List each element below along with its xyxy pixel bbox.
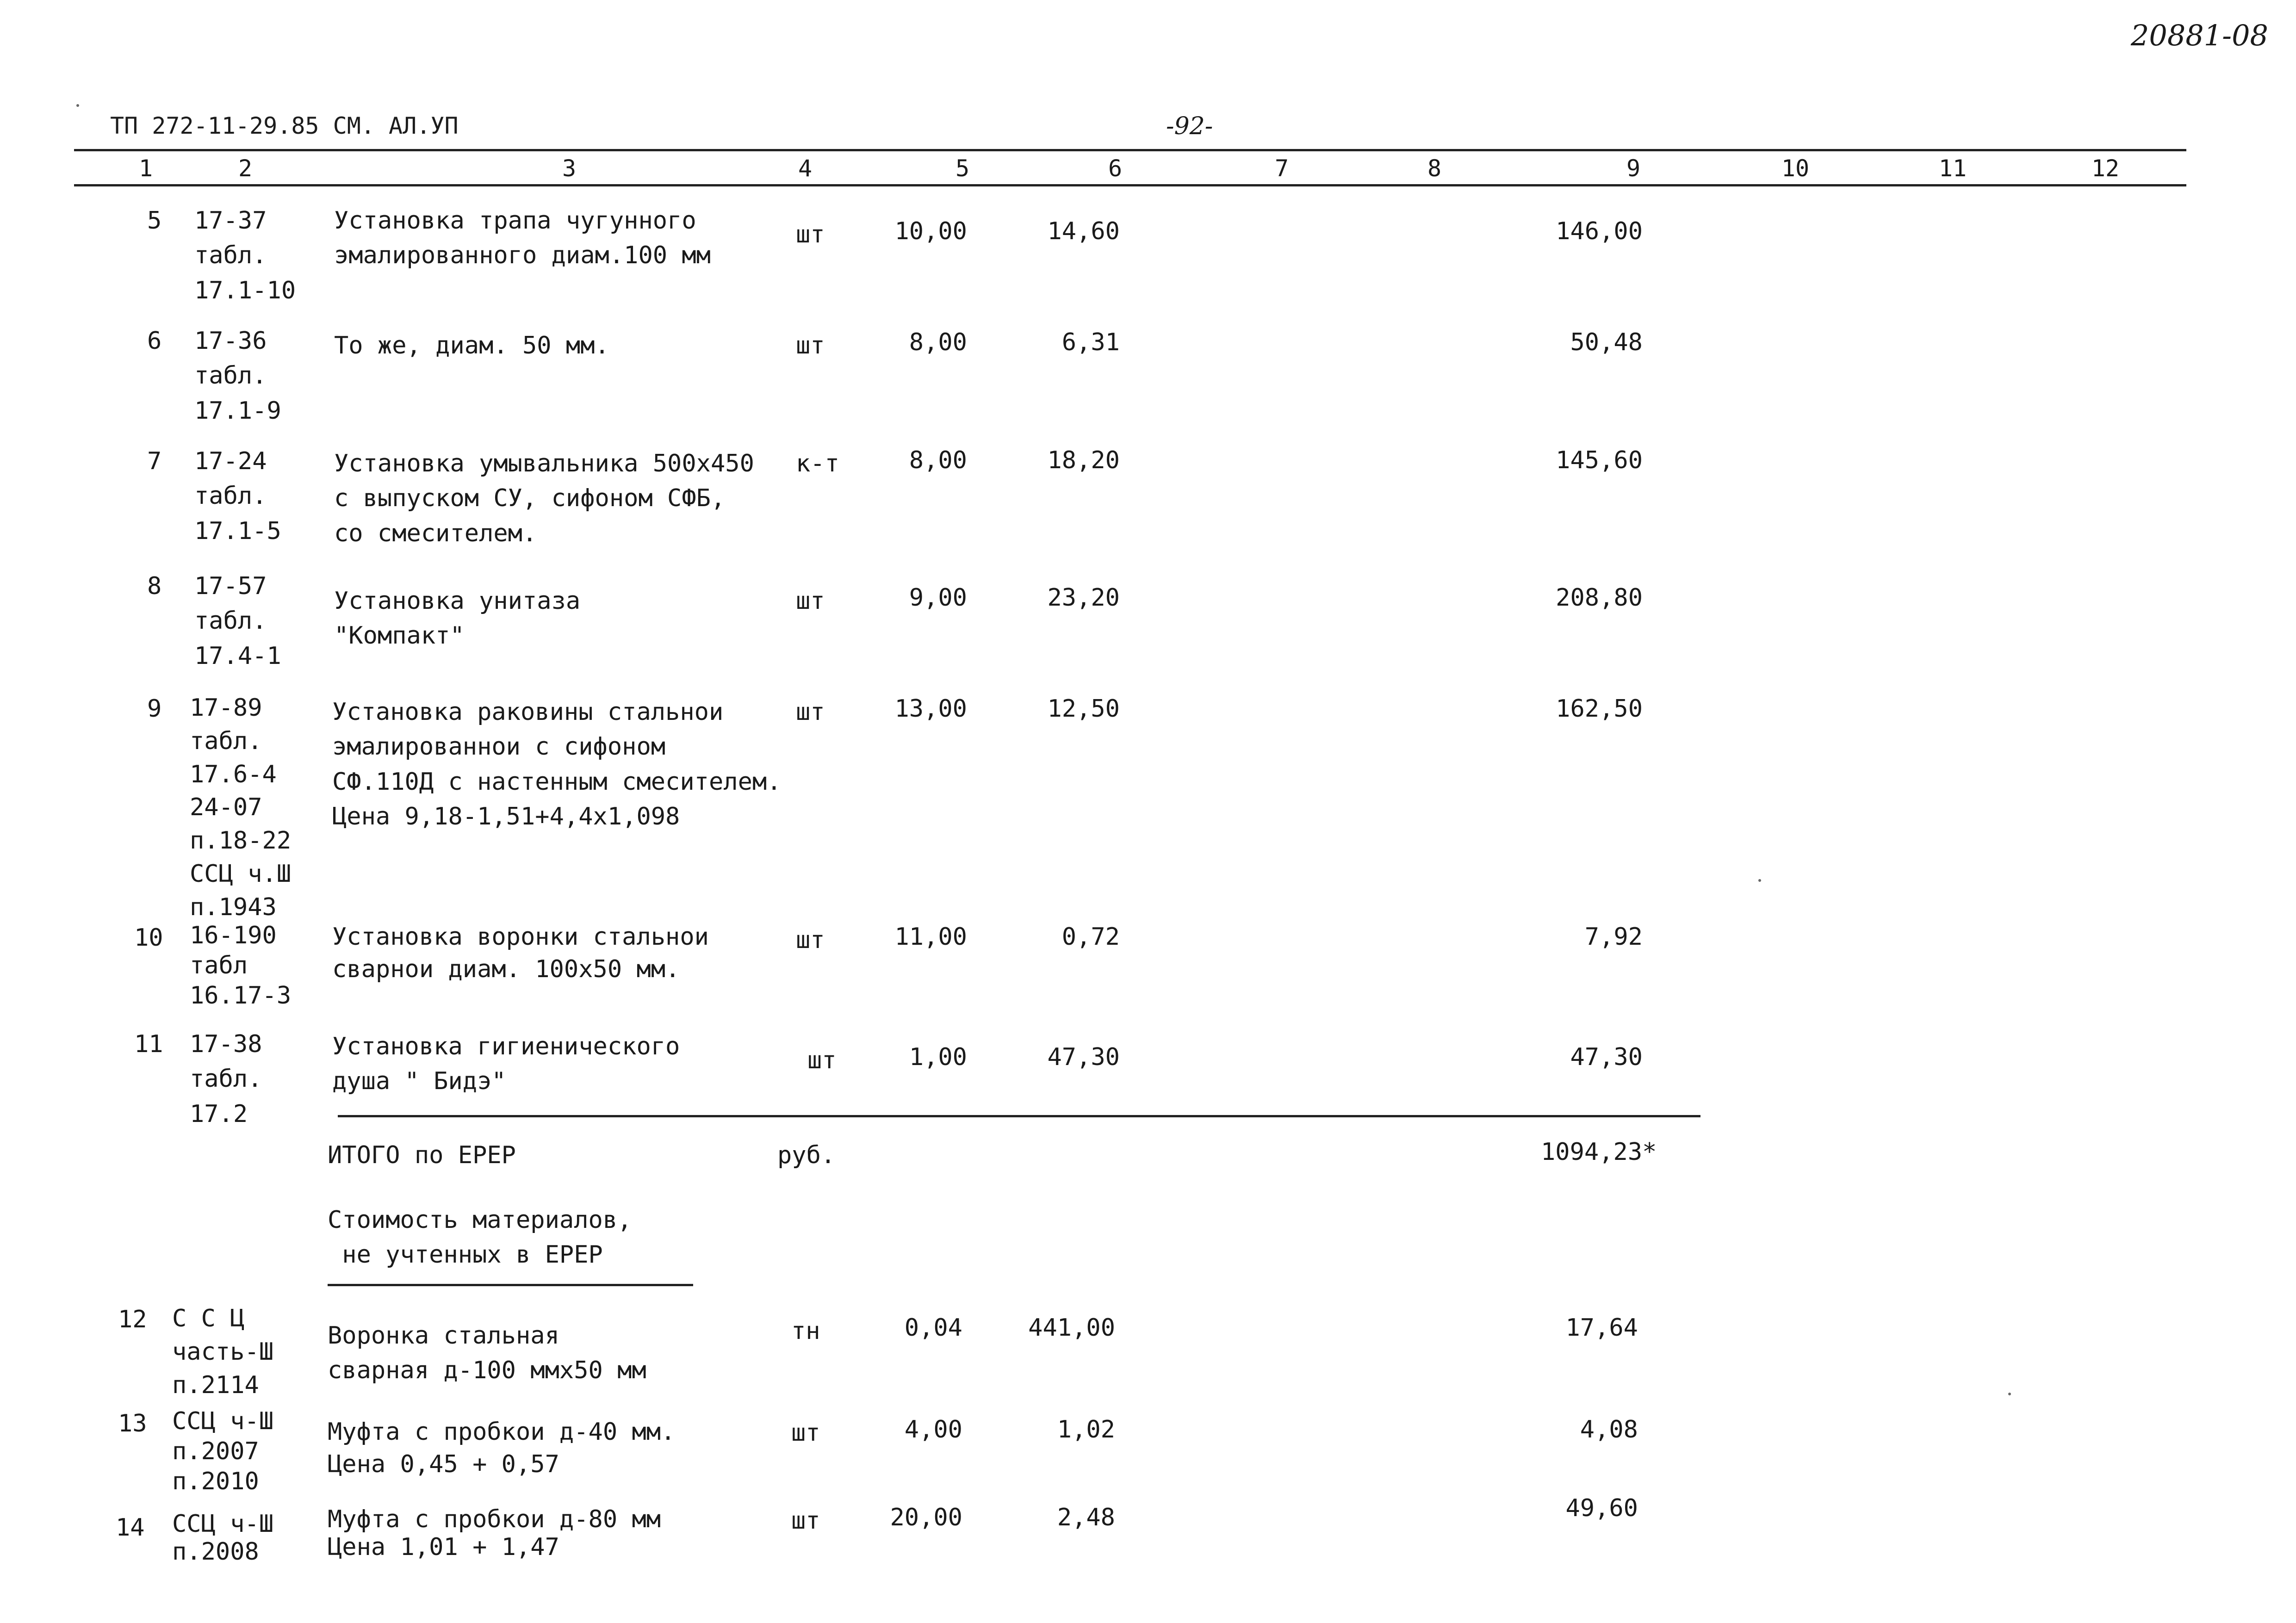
- row-total: 146,00: [1556, 217, 1643, 245]
- row-quantity: 9,00: [909, 584, 967, 612]
- row-number: 6: [147, 327, 162, 355]
- row-unit-price: 47,30: [1047, 1043, 1120, 1071]
- row-unit-price: 12,50: [1047, 695, 1120, 723]
- row-code: 17-57 табл. 17.4-1: [194, 572, 281, 670]
- page-number: -92-: [1166, 112, 1213, 140]
- row-unit: тн: [791, 1317, 820, 1345]
- column-number-5: 5: [955, 155, 970, 182]
- row-unit-price: 2,48: [1057, 1504, 1115, 1531]
- row-total: 17,64: [1565, 1314, 1638, 1342]
- row-code: С С Ц часть-Ш п.2114: [172, 1305, 274, 1399]
- row-quantity: 8,00: [909, 328, 967, 356]
- row-number: 9: [147, 695, 162, 723]
- row-total: 50,48: [1570, 328, 1643, 356]
- row-description: Установка гигиенического душа " Бидэ": [332, 1033, 680, 1096]
- row-code: 17-38 табл. 17.2: [190, 1030, 262, 1128]
- column-number-11: 11: [1938, 155, 1967, 182]
- materials-heading-underline: [328, 1284, 693, 1286]
- row-number: 8: [147, 572, 162, 600]
- row-quantity: 1,00: [909, 1043, 967, 1071]
- row-number: 11: [134, 1030, 163, 1058]
- row-number: 14: [116, 1514, 145, 1542]
- document-header: ТП 272-11-29.85 СМ. АЛ.УП: [110, 112, 459, 139]
- scan-speck: [1758, 879, 1761, 882]
- row-code: ССЦ ч-Ш п.2008: [172, 1510, 274, 1566]
- row-total: 145,60: [1556, 446, 1643, 474]
- column-number-1: 1: [138, 155, 153, 182]
- row-quantity: 11,00: [894, 923, 967, 951]
- sheet-code: 20881-08: [2130, 19, 2268, 52]
- row-quantity: 10,00: [894, 217, 967, 245]
- row-quantity: 13,00: [894, 695, 967, 723]
- row-total: 47,30: [1570, 1043, 1643, 1071]
- row-quantity: 8,00: [909, 446, 967, 474]
- header-top-rule: [74, 149, 2186, 151]
- subtotal-rule: [338, 1115, 1700, 1117]
- scan-speck: [2008, 1393, 2011, 1395]
- column-number-10: 10: [1781, 155, 1810, 182]
- row-unit-price: 441,00: [1028, 1314, 1115, 1342]
- row-unit: к-т: [796, 450, 839, 477]
- row-total: 7,92: [1584, 923, 1643, 951]
- column-number-4: 4: [798, 155, 813, 182]
- column-number-8: 8: [1427, 155, 1442, 182]
- row-description: То же, диам. 50 мм.: [334, 332, 609, 359]
- header-bottom-rule: [74, 184, 2186, 186]
- subtotal-total: 1094,23*: [1541, 1138, 1657, 1166]
- row-total: 208,80: [1556, 584, 1643, 612]
- row-unit-price: 1,02: [1057, 1416, 1115, 1443]
- row-description: Муфта с пробкои д-80 мм Цена 1,01 + 1,47: [328, 1505, 661, 1561]
- row-total: 4,08: [1580, 1416, 1638, 1443]
- row-total: 49,60: [1565, 1494, 1638, 1522]
- row-unit: шт: [807, 1047, 837, 1074]
- column-number-7: 7: [1274, 155, 1289, 182]
- subtotal-unit: руб.: [777, 1141, 836, 1169]
- column-number-6: 6: [1108, 155, 1123, 182]
- row-description: Муфта с пробкои д-40 мм. Цена 0,45 + 0,57: [328, 1418, 676, 1479]
- row-total: 162,50: [1556, 695, 1643, 723]
- row-code: 16-190 табл 16.17-3: [190, 922, 292, 1010]
- row-description: Установка унитаза "Компакт": [334, 587, 581, 650]
- row-code: 17-24 табл. 17.1-5: [194, 447, 281, 545]
- row-unit: шт: [796, 926, 825, 954]
- row-number: 10: [134, 924, 163, 952]
- row-quantity: 20,00: [890, 1504, 962, 1531]
- row-unit: шт: [796, 698, 825, 726]
- row-unit-price: 0,72: [1061, 923, 1120, 951]
- column-number-9: 9: [1626, 155, 1641, 182]
- column-number-12: 12: [2091, 155, 2120, 182]
- column-number-2: 2: [238, 155, 253, 182]
- row-unit: шт: [791, 1419, 820, 1447]
- materials-heading: Стоимость материалов, не учтенных в ЕРЕР: [328, 1206, 632, 1269]
- row-quantity: 4,00: [904, 1416, 962, 1443]
- row-number: 12: [118, 1306, 147, 1333]
- row-description: Установка трапа чугунного эмалированного диам.100 мм: [334, 207, 711, 270]
- row-unit: шт: [791, 1507, 820, 1535]
- row-number: 5: [147, 207, 162, 235]
- row-unit-price: 14,60: [1047, 217, 1120, 245]
- row-description: Воронка стальная сварная д-100 ммх50 мм: [328, 1322, 646, 1385]
- subtotal-label: ИТОГО по ЕРЕР: [328, 1141, 516, 1169]
- row-unit-price: 23,20: [1047, 584, 1120, 612]
- column-number-3: 3: [562, 155, 577, 182]
- row-code: 17-89 табл. 17.6-4 24-07 п.18-22 ССЦ ч.Ш п.1943: [190, 694, 292, 921]
- row-number: 13: [118, 1410, 147, 1437]
- row-code: ССЦ ч-Ш п.2007 п.2010: [172, 1407, 274, 1495]
- row-unit: шт: [796, 332, 825, 359]
- row-unit: шт: [796, 587, 825, 615]
- row-number: 7: [147, 447, 162, 475]
- row-code: 17-37 табл. 17.1-10: [194, 207, 296, 304]
- row-description: Установка умывальника 500х450 с выпуском СУ, сифоном СФБ, со смесителем.: [334, 450, 754, 547]
- row-unit: шт: [796, 221, 825, 248]
- row-description: Установка раковины стальнои эмалированнои с сифоном СФ.110Д с настенным смесителем. Цена 9,18-1,51+4,4х1,098: [332, 698, 782, 831]
- row-quantity: 0,04: [904, 1314, 962, 1342]
- row-code: 17-36 табл. 17.1-9: [194, 327, 281, 425]
- row-unit-price: 6,31: [1061, 328, 1120, 356]
- scan-speck: [76, 104, 79, 107]
- row-unit-price: 18,20: [1047, 446, 1120, 474]
- row-description: Установка воронки стальнои сварнои диам. 100х50 мм.: [332, 923, 709, 984]
